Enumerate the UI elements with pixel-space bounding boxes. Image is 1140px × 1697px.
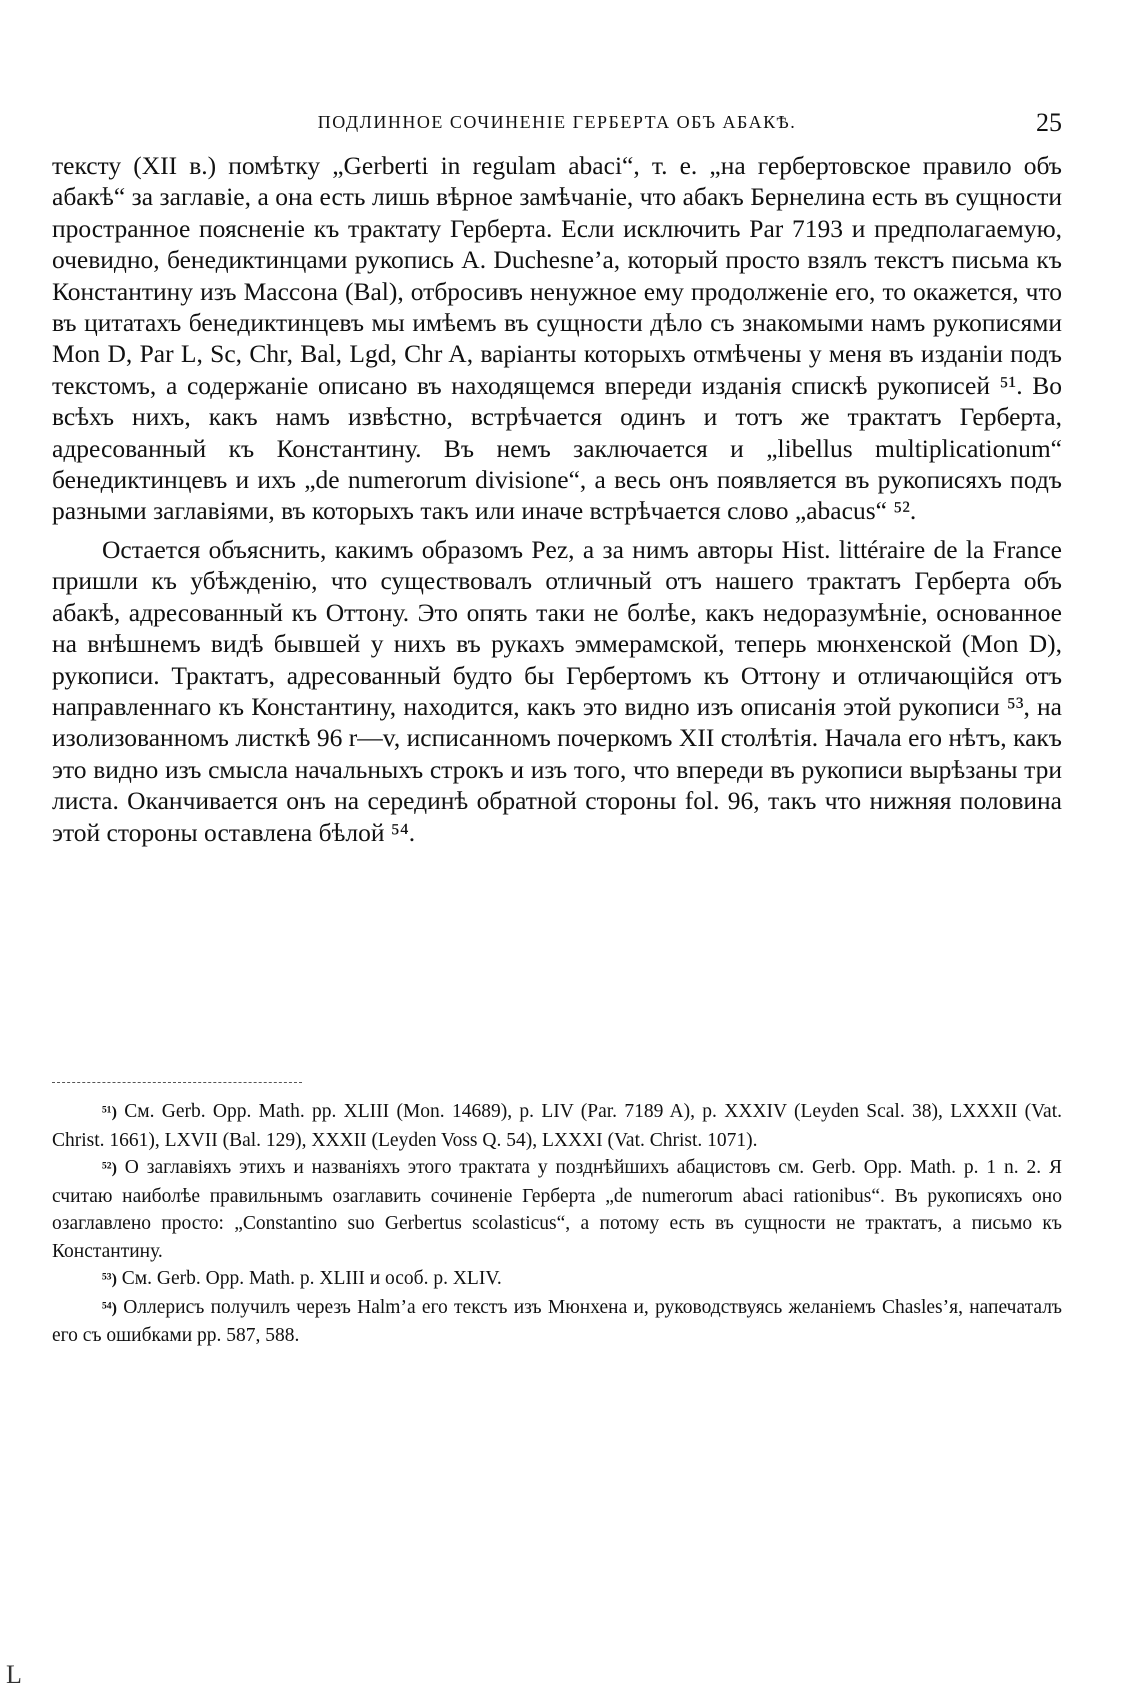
footnote-text: О заглавіяхъ этихъ и названіяхъ этого трактата у позднѣйшихъ абацистовъ см. Gerb. Opp. Math. p. 1 n. 2. Я считаю наиболѣе правильнымъ озаглавить сочиненіе Герберта „de numerorum abaci rationibus“. Въ рукописяхъ оно озаглавлено просто: „Constantino suo Gerbertus scolasticus“, а потому есть въ сущности не трактатъ, а письмо къ Константину. [52, 1157, 1062, 1262]
footnote-text: Оллерисъ получилъ черезъ Halm’a его текстъ изъ Мюнхена и, руководствуясь желаніемъ Chasles’я, напечаталъ его съ ошибками pp. 587, 588. [52, 1296, 1063, 1346]
footnote-marker: ⁵³) [102, 1271, 117, 1288]
footnote-marker: ⁵²) [102, 1160, 117, 1177]
footnote-marker: ⁵¹) [102, 1104, 117, 1121]
footnote-marker: ⁵⁴) [102, 1299, 117, 1317]
margin-mark: L [6, 1660, 22, 1689]
footnote-text: См. Gerb. Opp. Math. p. XLIII и особ. p. XLIV. [121, 1268, 502, 1289]
footnote-53 [52, 1265, 1062, 1294]
footnote-51 [52, 1098, 1062, 1154]
footnote-text: См. Gerb. Opp. Math. pp. XLIII (Mon. 14689), p. LIV (Par. 7189 A), p. XXXIV (Leyden Scal. 38), LXXXII (Vat. Christ. 1661), LXVII (Bal. 129), XXXII (Leyden Voss Q. 54), LXXXI (Vat. Christ. 1071). [52, 1101, 1063, 1151]
footnote-separator [52, 1082, 302, 1083]
paragraph-2: Остается объяснить, какимъ образомъ Pez, а за нимъ авторы Hist. littéraire de la France пришли къ убѣжденію, что существовалъ отличный отъ нашего трактатъ Герберта объ абакѣ, адресованный къ Оттону. Это опять таки не болѣе, какъ недоразумѣніе, основанное на внѣшнемъ видѣ бывшей у нихъ въ рукахъ эммерамской, теперь мюнхенской (Mon D), рукописи. Трактатъ, адресованный будто бы Гербертомъ къ Оттону и отличающійся отъ направленнаго къ Константину, находится, какъ это видно изъ описанія этой рукописи ⁵³, на изолизованномъ листкѣ 96 r—v, исписанномъ почеркомъ XII столѣтія. Начала его нѣтъ, какъ это видно изъ смысла начальныхъ строкъ и изъ того, что впереди въ рукописи вырѣзаны три листа. Оканчивается онъ на серединѣ обратной стороны fol. 96, такъ что нижняя половина этой стороны оставлена бѣлой ⁵⁴. [52, 534, 1062, 847]
footnotes [52, 1098, 1062, 1350]
page-header [52, 108, 1062, 140]
running-title: ПОДЛИННОЕ СОЧИНЕНІЕ ГЕРБЕРТА ОБЪ АБАКѢ. [317, 112, 797, 132]
paragraph-1: тексту (XII в.) помѣтку „Gerberti in regulam abaci“, т. е. „на гербертовское правило объ абакѣ“ за заглавіе, а она есть лишь вѣрное замѣчаніе, что абакъ Бернелина есть въ сущности пространное поясненіе къ трактату Герберта. Если исключить Par 7193 и предполагаемую, очевидно, бенедиктинцами рукопись A. Duchesne’a, который просто взялъ текстъ письма къ Константину изъ Массона (Bal), отбросивъ ненужное ему продолженіе его, то окажется, что въ цитатахъ бенедиктинцевъ мы имѣемъ въ сущности дѣло съ знакомыми намъ рукописями Mon D, Par L, Sc, Chr, Bal, Lgd, Chr A, варіанты которыхъ отмѣчены у меня въ изданіи подъ текстомъ, а содержаніе описано въ находящемся впереди изданія спискѣ рукописей ⁵¹. Во всѣхъ нихъ, какъ намъ извѣстно, встрѣчается одинъ и тотъ же трактатъ Герберта, адресованный къ Константину. Въ немъ заключается и „libellus multiplicationum“ бенедиктинцевъ и ихъ „de numerorum divisione“, а весь онъ появляется въ рукописяхъ подъ разными заглавіями, въ которыхъ такъ или иначе встрѣчается слово „abacus“ ⁵². [52, 151, 1062, 526]
page-number: 25 [1036, 108, 1062, 137]
main-text [52, 150, 1062, 848]
footnote-52 [52, 1154, 1062, 1265]
footnote-54 [52, 1294, 1062, 1350]
